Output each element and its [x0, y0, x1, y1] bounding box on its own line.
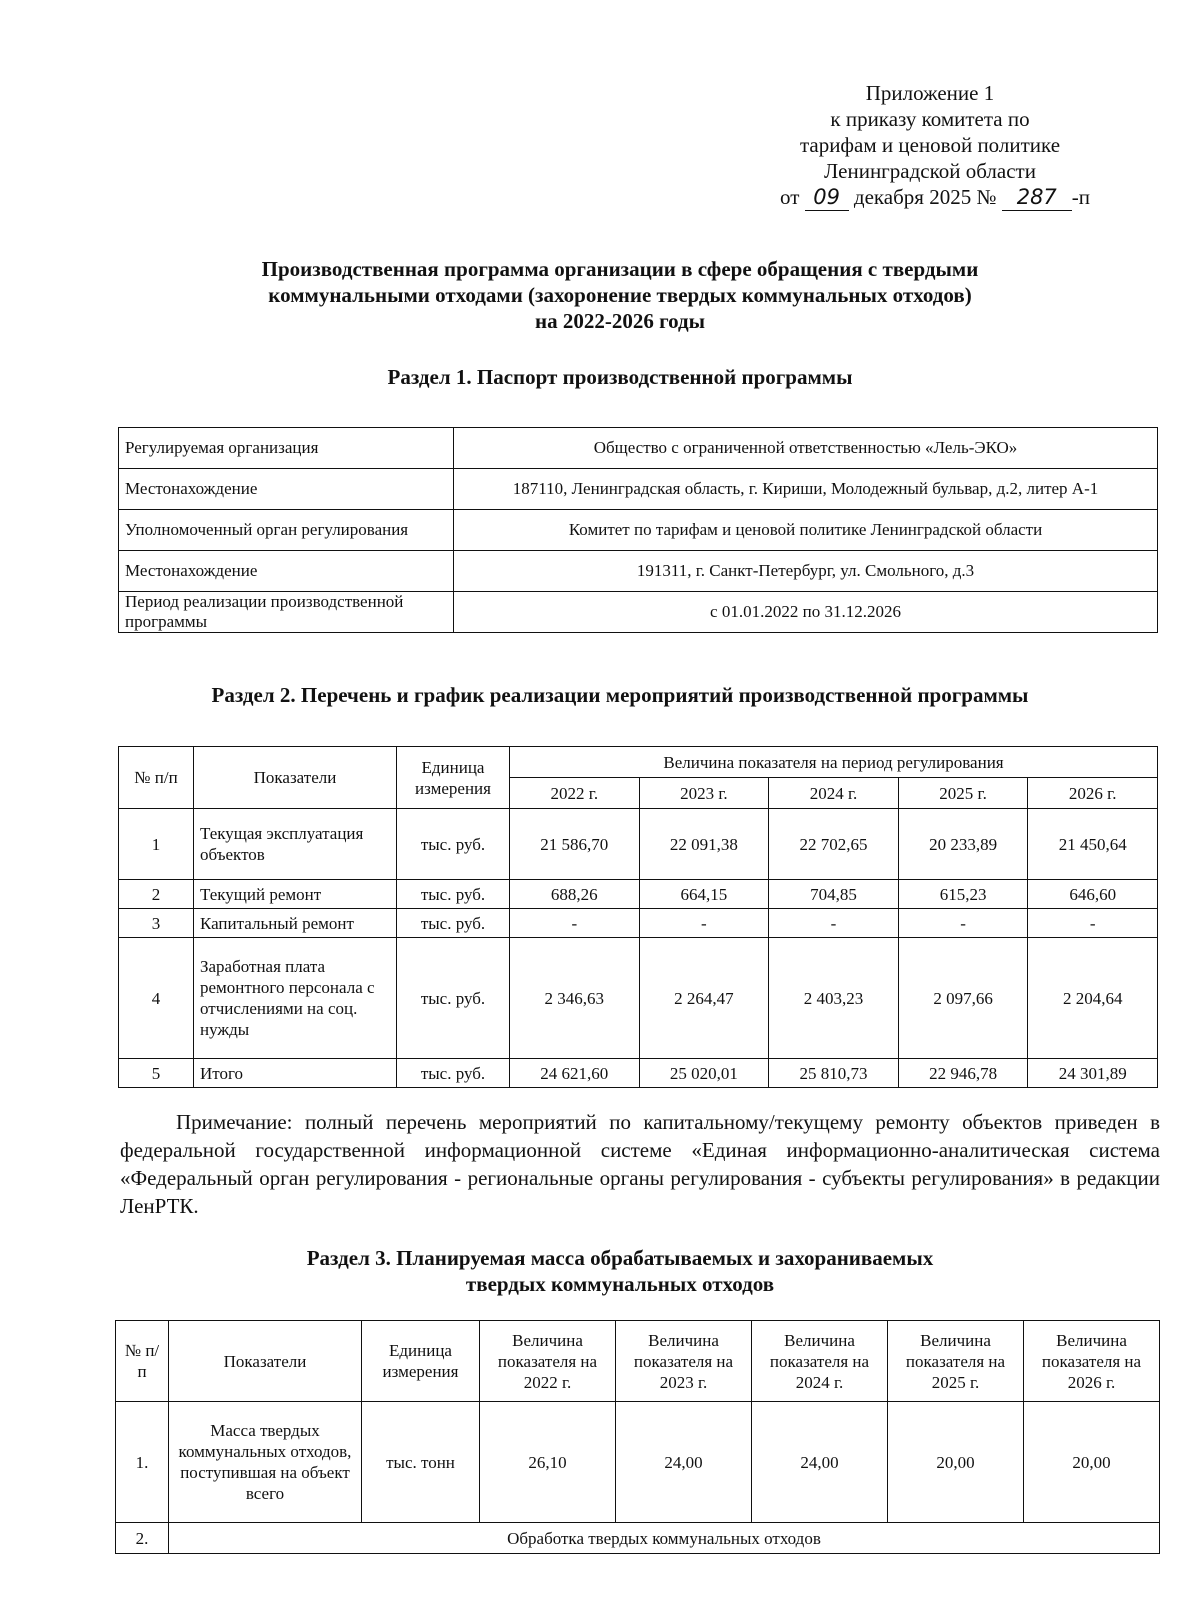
title-line: Производственная программа организации в сфере обращения с твердыми: [261, 257, 979, 281]
row-name: Капитальный ремонт: [194, 909, 397, 938]
table-row: [119, 1059, 1158, 1088]
order-date-line: [780, 184, 1160, 211]
row-value: 24,00: [752, 1402, 888, 1523]
row-unit: тыс. руб.: [397, 809, 510, 880]
waste-mass-table: [115, 1320, 1160, 1554]
measures-table: [118, 746, 1158, 1088]
table-row: [116, 1402, 1160, 1523]
row-label: Период реализации производственной программы: [119, 592, 454, 633]
row-num: 5: [119, 1059, 194, 1088]
header-year: Величина показателя на 2026 г.: [1024, 1321, 1160, 1402]
row-value: 24,00: [616, 1402, 752, 1523]
row-value: 615,23: [898, 880, 1028, 909]
row-value: 2 097,66: [898, 938, 1028, 1059]
appendix-line: тарифам и ценовой политике: [799, 133, 1061, 157]
section1-heading: Раздел 1. Паспорт производственной программы: [387, 365, 853, 389]
row-value: -: [1028, 909, 1158, 938]
row-value: 22 091,38: [639, 809, 769, 880]
row-value: 2 403,23: [769, 938, 899, 1059]
header-year: Величина показателя на 2025 г.: [888, 1321, 1024, 1402]
row-name: Масса твердых коммунальных отходов, поступившая на объект всего: [169, 1402, 362, 1523]
table-row: [119, 938, 1158, 1059]
row-unit: тыс. руб.: [397, 938, 510, 1059]
row-value: 21 586,70: [510, 809, 640, 880]
header-period: Величина показателя на период регулирования: [510, 747, 1158, 778]
table-row: [119, 551, 1158, 592]
row-value: 22 702,65: [769, 809, 899, 880]
row-value: 22 946,78: [898, 1059, 1028, 1088]
row-value: с 01.01.2022 по 31.12.2026: [454, 592, 1158, 633]
row-unit: тыс. тонн: [362, 1402, 480, 1523]
row-unit: тыс. руб.: [397, 1059, 510, 1088]
date-prefix: от: [780, 185, 800, 209]
heading-line: твердых коммунальных отходов: [465, 1272, 775, 1296]
order-suffix: -п: [1071, 185, 1090, 209]
header-year: Величина показателя на 2022 г.: [480, 1321, 616, 1402]
row-value: 24 621,60: [510, 1059, 640, 1088]
header-num: № п/п: [119, 747, 194, 809]
table-row: [119, 909, 1158, 938]
row-value: 25 810,73: [769, 1059, 899, 1088]
header-year: 2024 г.: [769, 778, 899, 809]
row-num: 1.: [116, 1402, 169, 1523]
row-unit: тыс. руб.: [397, 909, 510, 938]
table-row: [119, 592, 1158, 633]
title-line: коммунальными отходами (захоронение твердых коммунальных отходов): [268, 283, 972, 307]
header-year: Величина показателя на 2023 г.: [616, 1321, 752, 1402]
row-value: 2 346,63: [510, 938, 640, 1059]
table-row: [119, 428, 1158, 469]
passport-table: [118, 427, 1158, 633]
row-value: 704,85: [769, 880, 899, 909]
row-value: 26,10: [480, 1402, 616, 1523]
table-row: [119, 469, 1158, 510]
header-num: № п/п: [116, 1321, 169, 1402]
heading-line: Раздел 3. Планируемая масса обрабатываемых и захораниваемых: [306, 1246, 934, 1270]
row-value: 20,00: [888, 1402, 1024, 1523]
appendix-line: к приказу комитета по: [830, 107, 1030, 131]
header-year: 2026 г.: [1028, 778, 1158, 809]
header-year: 2025 г.: [898, 778, 1028, 809]
row-num: 2: [119, 880, 194, 909]
row-value: 25 020,01: [639, 1059, 769, 1088]
row-unit: тыс. руб.: [397, 880, 510, 909]
section2-heading: Раздел 2. Перечень и график реализации мероприятий производственной программы: [211, 683, 1029, 707]
date-rest: декабря 2025 №: [853, 185, 997, 209]
row-num: 2.: [116, 1523, 169, 1554]
header-year: 2022 г.: [510, 778, 640, 809]
header-indicator: Показатели: [194, 747, 397, 809]
row-value: 21 450,64: [1028, 809, 1158, 880]
row-value: 20 233,89: [898, 809, 1028, 880]
table-header-row: [119, 747, 1158, 778]
table-row: [116, 1523, 1160, 1554]
row-value: Комитет по тарифам и ценовой политике Ленинградской области: [454, 510, 1158, 551]
row-value: 646,60: [1028, 880, 1158, 909]
row-name: Текущая эксплуатация объектов: [194, 809, 397, 880]
document-title: [0, 256, 1200, 334]
row-text: Обработка твердых коммунальных отходов: [169, 1523, 1160, 1554]
row-num: 4: [119, 938, 194, 1059]
row-label: Уполномоченный орган регулирования: [119, 510, 454, 551]
row-value: -: [769, 909, 899, 938]
row-value: -: [510, 909, 640, 938]
row-value: 20,00: [1024, 1402, 1160, 1523]
row-value: 2 264,47: [639, 938, 769, 1059]
row-value: 688,26: [510, 880, 640, 909]
row-value: 187110, Ленинградская область, г. Кириши, Молодежный бульвар, д.2, литер А-1: [454, 469, 1158, 510]
row-value: 191311, г. Санкт-Петербург, ул. Смольного, д.3: [454, 551, 1158, 592]
section3-heading: [0, 1245, 1200, 1297]
row-label: Регулируемая организация: [119, 428, 454, 469]
header-unit: Единица измерения: [362, 1321, 480, 1402]
row-label: Местонахождение: [119, 551, 454, 592]
row-name: Итого: [194, 1059, 397, 1088]
header-indicator: Показатели: [169, 1321, 362, 1402]
row-value: 24 301,89: [1028, 1059, 1158, 1088]
row-label: Местонахождение: [119, 469, 454, 510]
row-name: Заработная плата ремонтного персонала с отчислениями на соц. нужды: [194, 938, 397, 1059]
handwritten-order-number: 287: [1002, 184, 1072, 211]
appendix-header: [720, 80, 1140, 184]
row-value: 2 204,64: [1028, 938, 1158, 1059]
appendix-line: Ленинградской области: [824, 159, 1036, 183]
title-line: на 2022-2026 годы: [534, 309, 706, 333]
header-unit: Единица измерения: [397, 747, 510, 809]
row-value: Общество с ограниченной ответственностью «Лель-ЭКО»: [454, 428, 1158, 469]
table-header-row: [116, 1321, 1160, 1402]
row-num: 1: [119, 809, 194, 880]
row-num: 3: [119, 909, 194, 938]
table-row: [119, 809, 1158, 880]
table-row: [119, 510, 1158, 551]
row-value: -: [898, 909, 1028, 938]
header-year: 2023 г.: [639, 778, 769, 809]
row-value: 664,15: [639, 880, 769, 909]
note-paragraph: Примечание: полный перечень мероприятий по капитальному/текущему ремонту объектов приведен в федеральной государственной информационной системе «Единая информационно-аналитическая система «Федеральный орган регулирования - региональные органы регулирования - субъекты регулирования» в редакции ЛенРТК.: [120, 1110, 1160, 1218]
row-name: Текущий ремонт: [194, 880, 397, 909]
header-year: Величина показателя на 2024 г.: [752, 1321, 888, 1402]
table-row: [119, 880, 1158, 909]
appendix-title: Приложение 1: [865, 81, 995, 105]
handwritten-day: 09: [805, 184, 849, 211]
row-value: -: [639, 909, 769, 938]
